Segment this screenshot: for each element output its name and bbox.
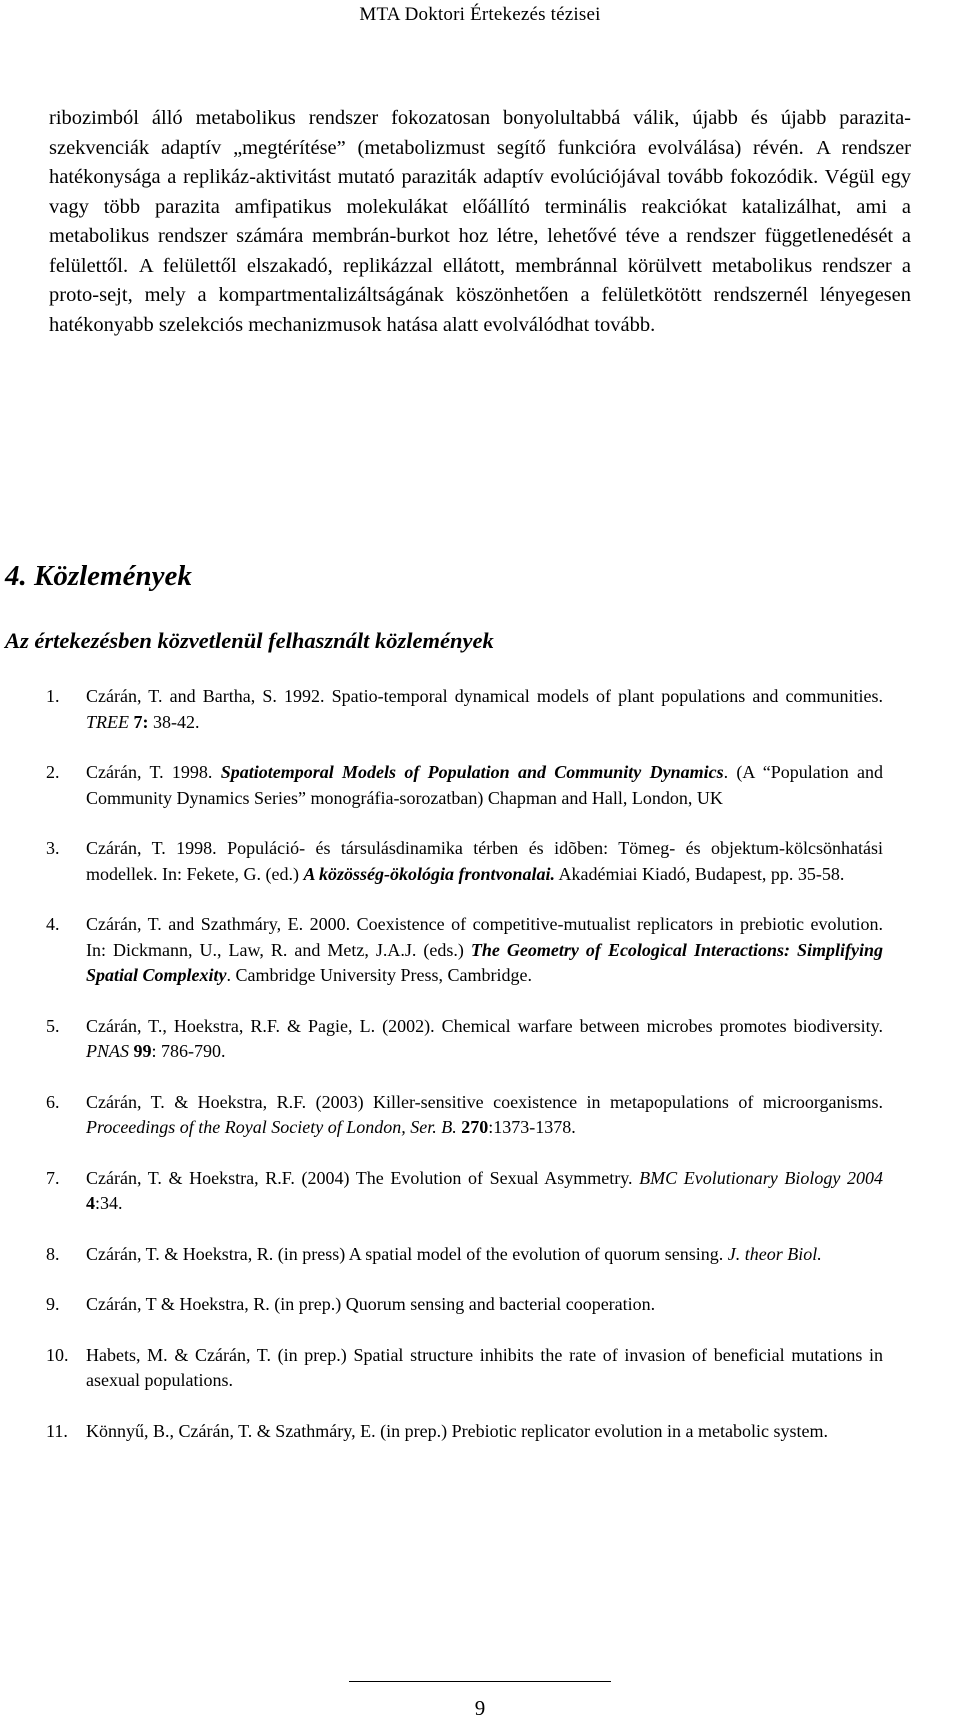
reference-book-title: A közösség-ökológia frontvonalai.: [303, 863, 555, 884]
reference-text: Czárán, T. 1998. Populáció- és társulásdinamika térben és idõben: Tömeg- és objektum-kölcsönhatási modellek. In: Fekete, G. (ed.): [86, 838, 883, 884]
reference-volume: 270: [461, 1117, 489, 1137]
reference-volume: 4: [86, 1193, 95, 1213]
reference-item: [0, 1014, 883, 1065]
reference-book-title: Spatiotemporal Models of Population and Community Dynamics: [220, 762, 724, 782]
reference-number: 10.: [46, 1344, 69, 1365]
reference-item: [0, 760, 883, 811]
reference-journal: BMC Evolutionary Biology 2004: [639, 1167, 883, 1188]
reference-text: Czárán, T. & Hoekstra, R.F. (2003) Killer-sensitive coexistence in metapopulations of microorganisms.: [86, 1091, 883, 1112]
reference-number: 7.: [46, 1167, 60, 1188]
reference-number: 4.: [46, 914, 60, 934]
reference-volume: 99: [133, 1041, 152, 1061]
reference-journal: TREE: [86, 711, 129, 732]
reference-item: [0, 1090, 883, 1141]
reference-number: 1.: [46, 686, 60, 706]
reference-item: [0, 684, 883, 735]
reference-text: . (A “Population and Community Dynamics Series” monográfia-sorozatban) Chapman and Hall, London, UK: [86, 762, 883, 808]
reference-book-title: The Geometry of Ecological Interactions: Simplifying Spatial Complexity: [86, 939, 883, 985]
reference-text: Czárán, T. and Bartha, S. 1992. Spatio-temporal dynamical models of plant populations and communities.: [86, 686, 883, 706]
section-heading: 4. Közlemények: [5, 560, 192, 592]
reference-text: Czárán, T. and Szathmáry, E. 2000. Coexistence of competitive-mutualist replicators in prebiotic evolution. In: Dickmann, U., Law, R. and Metz, J.A.J. (eds.): [86, 914, 883, 960]
reference-text: Akadémiai Kiadó, Budapest, pp. 35-58.: [554, 863, 845, 884]
reference-number: 6.: [46, 1091, 60, 1112]
reference-text: Czárán, T., Hoekstra, R.F. & Pagie, L. (2002). Chemical warfare between microbes promotes biodiversity.: [86, 1015, 883, 1036]
reference-volume: 7:: [133, 711, 149, 732]
paragraph-sentence: A felülettől elszakadó, replikázzal ellátott, membránnal körülvett metabolikus rendszer a proto-sejt, mely a kompartmentalizáltságának köszönhetően a felületkötött rendszernél lényegesen hatékonyabb szelekciós mechanizmusok hatása alatt evolválódhat tovább.: [49, 254, 911, 336]
reference-journal: PNAS: [86, 1041, 129, 1061]
reference-pages: : 786-790.: [151, 1041, 226, 1061]
reference-number: 2.: [46, 762, 60, 782]
reference-text: Czárán, T & Hoekstra, R. (in prep.) Quorum sensing and bacterial cooperation.: [86, 1294, 656, 1314]
section-subheading: Az értekezésben közvetlenül felhasznált közlemények: [5, 628, 494, 653]
footer-rule: [349, 1681, 611, 1682]
reference-pages: 38-42.: [148, 711, 200, 732]
reference-text: Habets, M. & Czárán, T. (in prep.) Spatial structure inhibits the rate of invasion of beneficial mutations in asexual populations.: [86, 1344, 883, 1390]
reference-item: [0, 1292, 883, 1318]
reference-list: [0, 684, 960, 1469]
reference-journal: Proceedings of the Royal Society of London, Ser. B.: [86, 1117, 457, 1137]
reference-item: [0, 1343, 883, 1394]
reference-pages: :34.: [95, 1193, 123, 1213]
paragraph-sentence: ribozimból álló metabolikus rendszer fokozatosan bonyolultabbá válik, újabb és újabb parazita-szekvenciák adaptív „megtérítése” (metabolizmust segítő funkcióra evolválása) révén.: [49, 107, 911, 159]
reference-item: [0, 912, 883, 989]
reference-item: [0, 836, 883, 887]
reference-number: 8.: [46, 1243, 60, 1264]
reference-text: Czárán, T. & Hoekstra, R. (in press) A spatial model of the evolution of quorum sensing.: [86, 1243, 728, 1264]
reference-item: [0, 1242, 883, 1268]
reference-text: Czárán, T. & Hoekstra, R.F. (2004) The Evolution of Sexual Asymmetry.: [86, 1167, 640, 1188]
reference-number: 9.: [46, 1294, 60, 1314]
reference-number: 11.: [46, 1420, 68, 1441]
paragraph-sentence: A rendszer hatékonysága a replikáz-aktivitást mutató paraziták adaptív evolúciójával tovább fokozódik. Végül egy vagy több parazita amfipatikus molekulákat előállító terminális reakciókat katalizálhat, ami a metabolikus rendszer számára membrán-burkot hoz létre, lehetővé téve a rendszer függetlenedését a felülettől.: [49, 136, 911, 277]
reference-number: 5.: [46, 1015, 60, 1036]
body-paragraph: [49, 104, 911, 340]
reference-item: [0, 1419, 883, 1445]
reference-journal: J. theor Biol.: [727, 1243, 822, 1264]
page-number: 9: [474, 1696, 486, 1720]
reference-item: [0, 1166, 883, 1217]
running-header: MTA Doktori Értekezés tézisei: [359, 4, 601, 25]
reference-text: . Cambridge University Press, Cambridge.: [226, 965, 532, 985]
reference-number: 3.: [46, 838, 60, 858]
reference-pages: :1373-1378.: [488, 1117, 576, 1137]
reference-text: Könnyű, B., Czárán, T. & Szathmáry, E. (in prep.) Prebiotic replicator evolution in a metabolic system.: [86, 1420, 828, 1441]
reference-text: Czárán, T. 1998.: [86, 762, 221, 782]
